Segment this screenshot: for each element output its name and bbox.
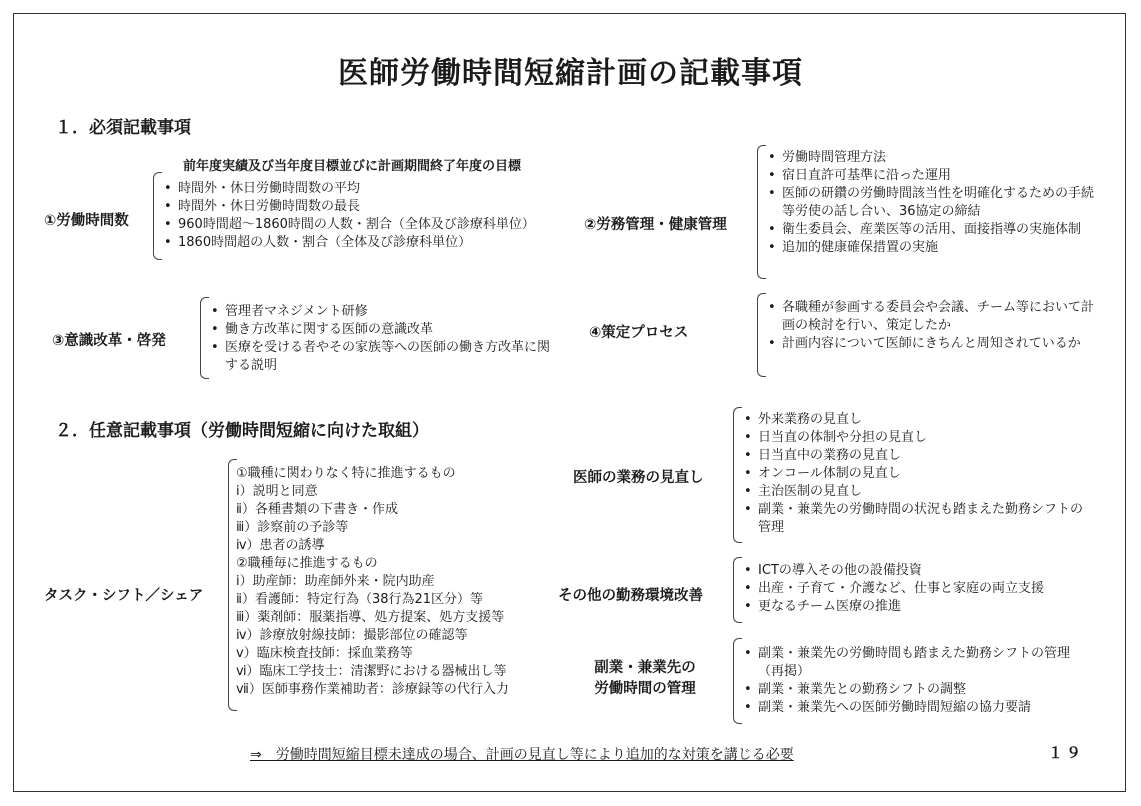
list-item: • 追加的健康確保措置の実施	[764, 239, 1099, 257]
task-shift-line: ⅵ）臨床工学技士：清潔野における器械出し等	[236, 664, 507, 679]
environment-list	[740, 562, 1110, 616]
labor-management-list	[764, 149, 1099, 257]
task-shift-line: ①職種に関わりなく特に推進するもの	[236, 466, 456, 481]
task-shift-line: ⅰ）説明と同意	[236, 484, 318, 499]
task-shift-line: ②職種毎に推進するもの	[236, 556, 378, 571]
list-item: • 働き方改革に関する医師の意識改革	[207, 321, 557, 339]
list-item: • 時間外・休日労働時間数の平均	[160, 180, 590, 198]
list-item: • 更なるチーム医療の推進	[740, 598, 1110, 616]
working-hours-list	[160, 180, 590, 252]
task-shift-list	[236, 465, 509, 699]
working-hours-subheading: 前年度実績及び当年度目標並びに計画期間終了年度の目標	[183, 159, 522, 174]
list-item: • 960時間超～1860時間の人数・割合（全体及び診療科単位）	[160, 216, 590, 234]
list-item: • 宿日直許可基準に沿った運用	[764, 167, 1099, 185]
section1-heading: １．必須記載事項	[55, 118, 191, 138]
task-shift-line: ⅲ）薬剤師：服薬指導、処方提案、処方支援等	[236, 610, 505, 625]
side-jobs-list	[740, 645, 1085, 717]
list-item: • 衛生委員会、産業医等の活用、面接指導の実施体制	[764, 221, 1099, 239]
list-item: • 医療を受ける者やその家族等への医師の働き方改革に関する説明	[207, 339, 557, 375]
list-item: • 主治医制の見直し	[740, 483, 1090, 501]
task-shift-label: タスク・シフト／シェア	[44, 588, 204, 604]
list-item: • 副業・兼業先の労働時間も踏まえた勤務シフトの管理（再掲）	[740, 645, 1085, 681]
task-shift-line: ⅱ）各種書類の下書き・作成	[236, 502, 398, 517]
footer-note: ⇒ 労働時間短縮目標未達成の場合、計画の見直し等により追加的な対策を講じる必要	[250, 747, 794, 763]
task-shift-line: ⅱ）看護師：特定行為（38行為21区分）等	[236, 592, 484, 607]
doctor-work-label: 医師の業務の見直し	[573, 470, 704, 486]
side-jobs-label-line2: 労働時間の管理	[594, 681, 696, 697]
list-item: • 計画内容について医師にきちんと周知されているか	[764, 335, 1094, 353]
task-shift-line: ⅲ）診察前の予診等	[236, 520, 349, 535]
task-shift-line: ⅴ）臨床検査技師：採血業務等	[236, 646, 413, 661]
page-number: １９	[1048, 744, 1085, 762]
awareness-label: ③意識改革・啓発	[52, 333, 166, 349]
list-item: • 外来業務の見直し	[740, 411, 1090, 429]
doctor-work-list	[740, 411, 1090, 537]
awareness-list	[207, 303, 557, 375]
side-jobs-label	[570, 656, 720, 698]
list-item: • 副業・兼業先の労働時間の状況も踏まえた勤務シフトの管理	[740, 501, 1090, 537]
labor-management-label: ②労務管理・健康管理	[584, 217, 727, 233]
list-item: • 日当直中の業務の見直し	[740, 447, 1090, 465]
list-item: • ICTの導入その他の設備投資	[740, 562, 1110, 580]
list-item: • 副業・兼業先との勤務シフトの調整	[740, 681, 1085, 699]
list-item: • 副業・兼業先への医師労働時間短縮の協力要請	[740, 699, 1085, 717]
side-jobs-label-line1: 副業・兼業先の	[594, 660, 696, 676]
task-shift-line: ⅳ）診療放射線技師：撮影部位の確認等	[236, 628, 468, 643]
process-list	[764, 299, 1094, 353]
task-shift-line: ⅳ）患者の誘導	[236, 538, 325, 553]
section2-heading: ２．任意記載事項（労働時間短縮に向けた取組）	[55, 421, 429, 441]
list-item: • 労働時間管理方法	[764, 149, 1099, 167]
page-title: 医師労働時間短縮計画の記載事項	[338, 56, 803, 91]
working-hours-label: ①労働時間数	[44, 213, 129, 229]
environment-label: その他の勤務環境改善	[558, 588, 703, 604]
process-label: ④策定プロセス	[589, 325, 689, 341]
task-shift-line: ⅶ）医師事務作業補助者：診療録等の代行入力	[236, 682, 509, 697]
list-item: • 時間外・休日労働時間数の最長	[160, 198, 590, 216]
list-item: • 日当直の体制や分担の見直し	[740, 429, 1090, 447]
list-item: • 管理者マネジメント研修	[207, 303, 557, 321]
task-shift-line: ⅰ）助産師：助産師外来・院内助産	[236, 574, 435, 589]
list-item: • 出産・子育て・介護など、仕事と家庭の両立支援	[740, 580, 1110, 598]
list-item: • 医師の研鑽の労働時間該当性を明確化するための手続等労使の話し合い、36協定の締結	[764, 185, 1099, 221]
list-item: • オンコール体制の見直し	[740, 465, 1090, 483]
list-item: • 各職種が参画する委員会や会議、チーム等において計画の検討を行い、策定したか	[764, 299, 1094, 335]
list-item: • 1860時間超の人数・割合（全体及び診療科単位）	[160, 234, 590, 252]
